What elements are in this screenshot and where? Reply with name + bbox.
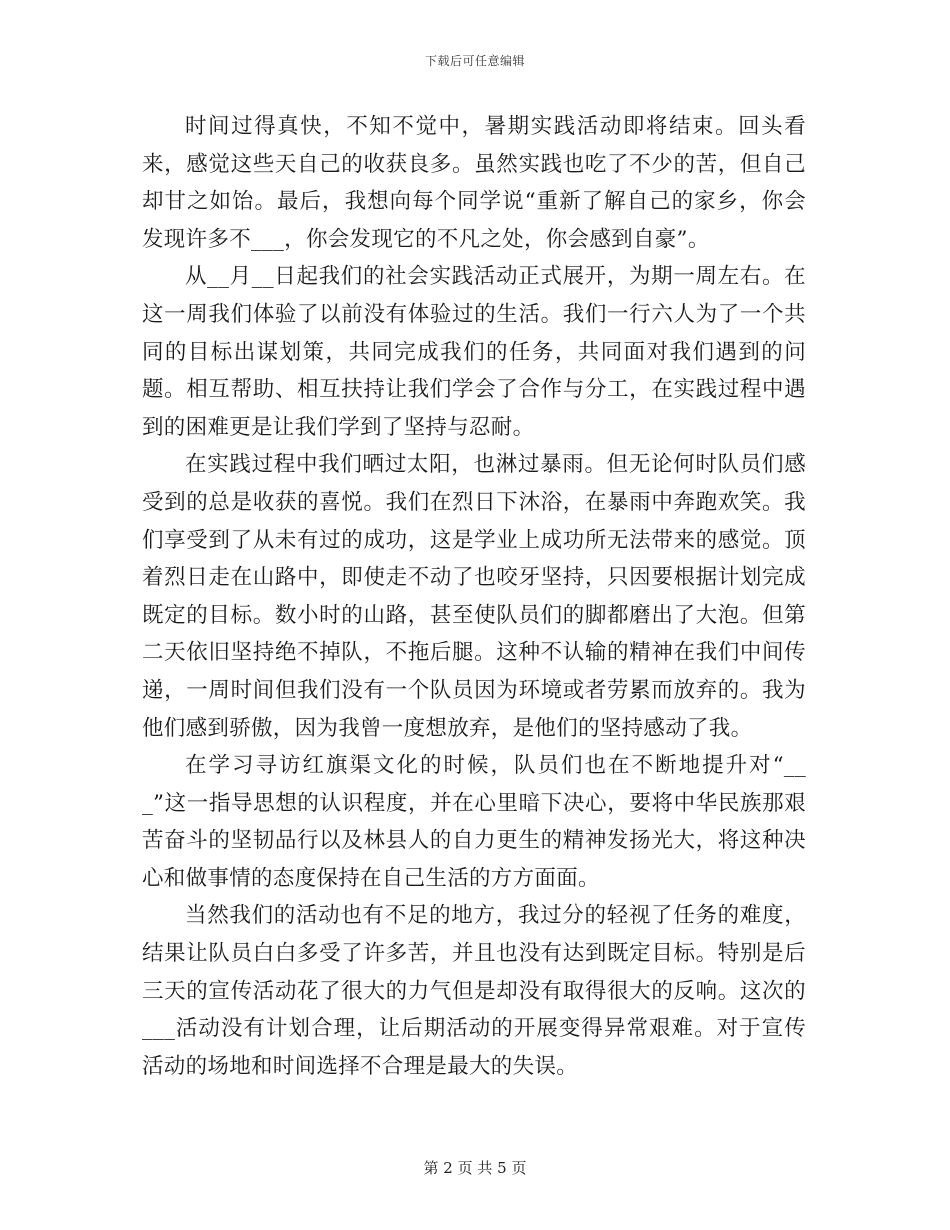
page-number-footer: 第 2 页 共 5 页 <box>423 1159 527 1177</box>
document-body <box>142 108 806 1085</box>
paragraph-1: 时间过得真快，不知不觉中，暑期实践活动即将结束。回头看来，感觉这些天自己的收获良多。虽然实践也吃了不少的苦，但自己却甘之如饴。最后，我想向每个同学说“重新了解自己的家乡，你会发现许多不___，你会发现它的不凡之处，你会感到自豪”。 <box>142 114 806 252</box>
paragraph-3: 在实践过程中我们晒过太阳，也淋过暴雨。但无论何时队员们感受到的总是收获的喜悦。我们在烈日下沐浴，在暴雨中奔跑欢笑。我们享受到了从未有过的成功，这是学业上成功所无法带来的感觉。顶着烈日走在山路中，即使走不动了也咬牙坚持，只因要根据计划完成既定的目标。数小时的山路，甚至使队员们的脚都磨出了大泡。但第二天依旧坚持绝不掉队，不拖后腿。这种不认输的精神在我们中间传递，一周时间但我们没有一个队员因为环境或者劳累而放弃的。我为他们感到骄傲，因为我曾一度想放弃，是他们的坚持感动了我。 <box>142 452 806 741</box>
paragraph-5: 当然我们的活动也有不足的地方，我过分的轻视了任务的难度，结果让队员白白多受了许多苦，并且也没有达到既定目标。特别是后三天的宣传活动花了很大的力气但是却没有取得很大的反响。这次的___活动没有计划合理，让后期活动的开展变得异常艰难。对于宣传活动的场地和时间选择不合理是最大的失误。 <box>142 903 806 1079</box>
paragraph-2: 从__月__日起我们的社会实践活动正式展开，为期一周左右。在这一周我们体验了以前没有体验过的生活。我们一行六人为了一个共同的目标出谋划策，共同完成我们的任务，共同面对我们遇到的问题。相互帮助、相互扶持让我们学会了合作与分工，在实践过程中遇到的困难更是让我们学到了坚持与忍耐。 <box>142 264 806 440</box>
paragraph-4: 在学习寻访红旗渠文化的时候，队员们也在不断地提升对“___”这一指导思想的认识程度，并在心里暗下决心，要将中华民族那艰苦奋斗的坚韧品行以及林县人的自力更生的精神发扬光大，将这种决心和做事情的态度保持在自己生活的方方面面。 <box>142 753 806 891</box>
page-header-note: 下载后可任意编辑 <box>424 54 525 68</box>
